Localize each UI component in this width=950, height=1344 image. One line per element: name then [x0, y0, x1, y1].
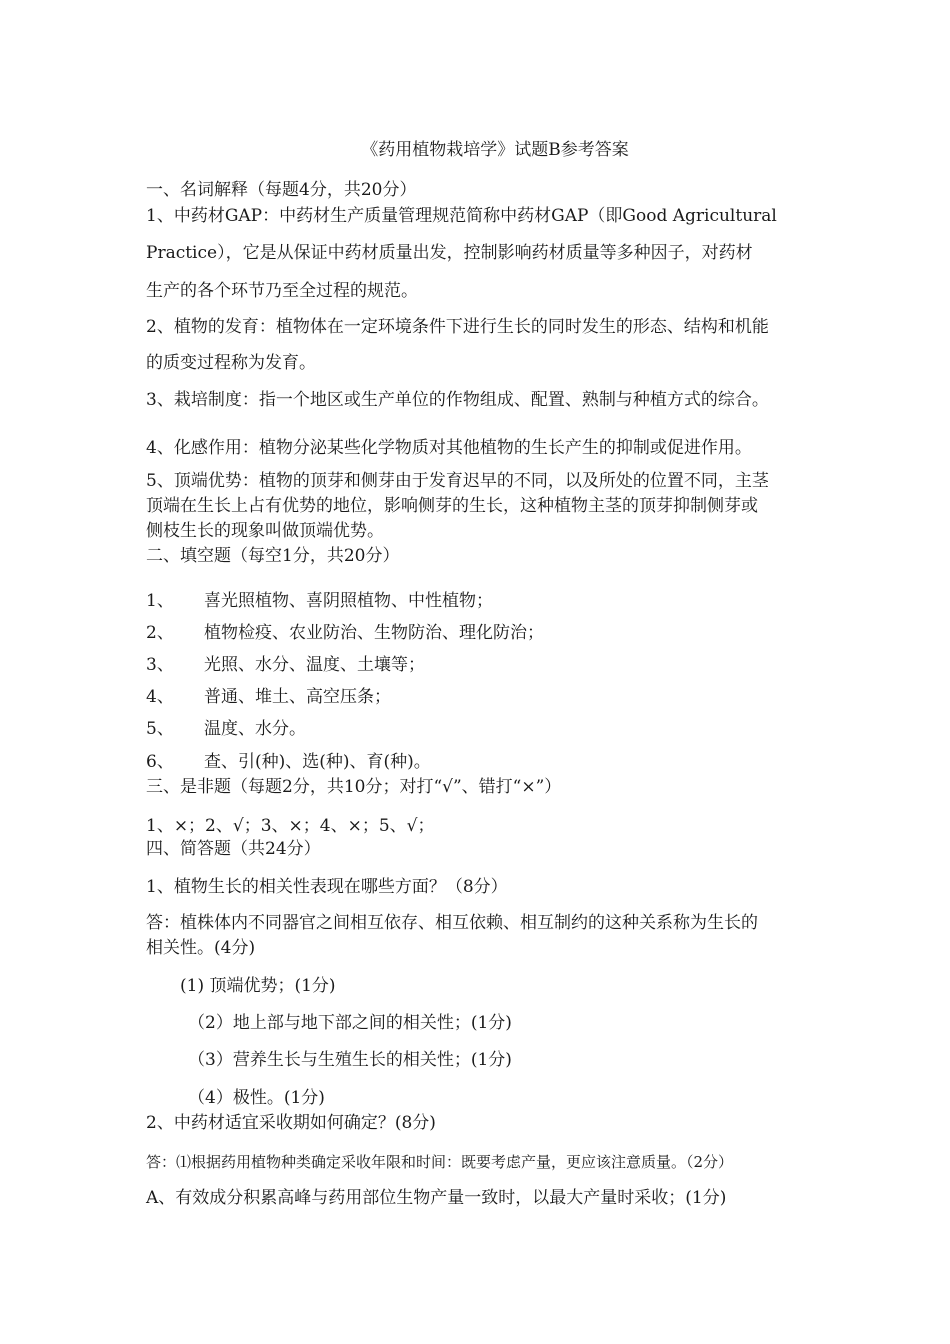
- term1-line2: Practice），它是从保证中药材质量出发，控制影响药材质量等多种因子，对药材: [146, 243, 753, 263]
- fill-item-number: 4、: [146, 687, 174, 707]
- term1-line1: 1、中药材GAP：中药材生产质量管理规范简称中药材GAP（即Good Agricultural: [146, 206, 777, 226]
- answer2-line2: A、有效成分积累高峰与药用部位生物产量一致时，以最大产量时采收；(1分): [146, 1188, 727, 1208]
- question2: 2、中药材适宜采收期如何确定？(8分): [146, 1113, 436, 1133]
- fill-item-number: 5、: [146, 719, 174, 739]
- fill-item-text: 喜光照植物、喜阴照植物、中性植物；: [204, 591, 493, 611]
- fill-item: [146, 751, 431, 773]
- truefalse-answers: 1、×；2、√；3、×；4、×；5、√；: [146, 816, 435, 836]
- fill-item: [146, 590, 493, 612]
- term1-line3: 生产的各个环节乃至全过程的规范。: [146, 281, 418, 301]
- term3: 3、栽培制度：指一个地区或生产单位的作物组成、配置、熟制与种植方式的综合。: [146, 390, 769, 410]
- section4-heading: 四、简答题（共24分）: [146, 839, 321, 859]
- answer1-point1: (1) 顶端优势；(1分): [180, 976, 336, 996]
- fill-item-number: 1、: [146, 591, 174, 611]
- answer1-line2: 相关性。(4分): [146, 938, 256, 958]
- fill-item-number: 6、: [146, 752, 174, 772]
- term5-line1: 5、顶端优势：植物的顶芽和侧芽由于发育迟早的不同，以及所处的位置不同，主茎: [146, 471, 769, 491]
- section3-heading: 三、是非题（每题2分，共10分；对打“√”、错打“×”）: [146, 777, 562, 797]
- term2-line1: 2、植物的发育：植物体在一定环境条件下进行生长的同时发生的形态、结构和机能: [146, 317, 769, 337]
- term5-line3: 侧枝生长的现象叫做顶端优势。: [146, 521, 384, 541]
- answer1-point2: （2）地上部与地下部之间的相关性；(1分): [188, 1013, 512, 1033]
- term5-line2: 顶端在生长上占有优势的地位，影响侧芽的生长，这种植物主茎的顶芽抑制侧芽或: [146, 496, 758, 516]
- fill-item-text: 温度、水分。: [204, 719, 306, 739]
- fill-item-text: 查、引(种)、选(种)、育(种)。: [204, 752, 431, 772]
- fill-item: [146, 622, 544, 644]
- answer1-point3: （3）营养生长与生殖生长的相关性；(1分): [188, 1050, 512, 1070]
- fill-item: [146, 718, 306, 740]
- fill-item: [146, 686, 391, 708]
- term4: 4、化感作用：植物分泌某些化学物质对其他植物的生长产生的抑制或促进作用。: [146, 438, 752, 458]
- answer1-line1: 答：植株体内不同器官之间相互依存、相互依赖、相互制约的这种关系称为生长的: [146, 913, 758, 933]
- fill-item-text: 光照、水分、温度、土壤等；: [204, 655, 425, 675]
- question1: 1、植物生长的相关性表现在哪些方面？（8分）: [146, 877, 508, 897]
- section1-heading: 一、名词解释（每题4分，共20分）: [146, 180, 417, 200]
- fill-item-text: 植物检疫、农业防治、生物防治、理化防治；: [204, 623, 544, 643]
- fill-item: [146, 654, 425, 676]
- document-title: 《药用植物栽培学》试题B参考答案: [361, 140, 629, 160]
- answer2-line1: 答：⑴根据药用植物种类确定采收年限和时间：既要考虑产量，更应该注意质量。（2分）: [146, 1153, 734, 1171]
- answer1-point4: （4）极性。(1分): [188, 1088, 325, 1108]
- section2-heading: 二、填空题（每空1分，共20分）: [146, 546, 400, 566]
- term2-line2: 的质变过程称为发育。: [146, 353, 316, 373]
- fill-item-number: 3、: [146, 655, 174, 675]
- fill-item-text: 普通、堆土、高空压条；: [204, 687, 391, 707]
- fill-item-number: 2、: [146, 623, 174, 643]
